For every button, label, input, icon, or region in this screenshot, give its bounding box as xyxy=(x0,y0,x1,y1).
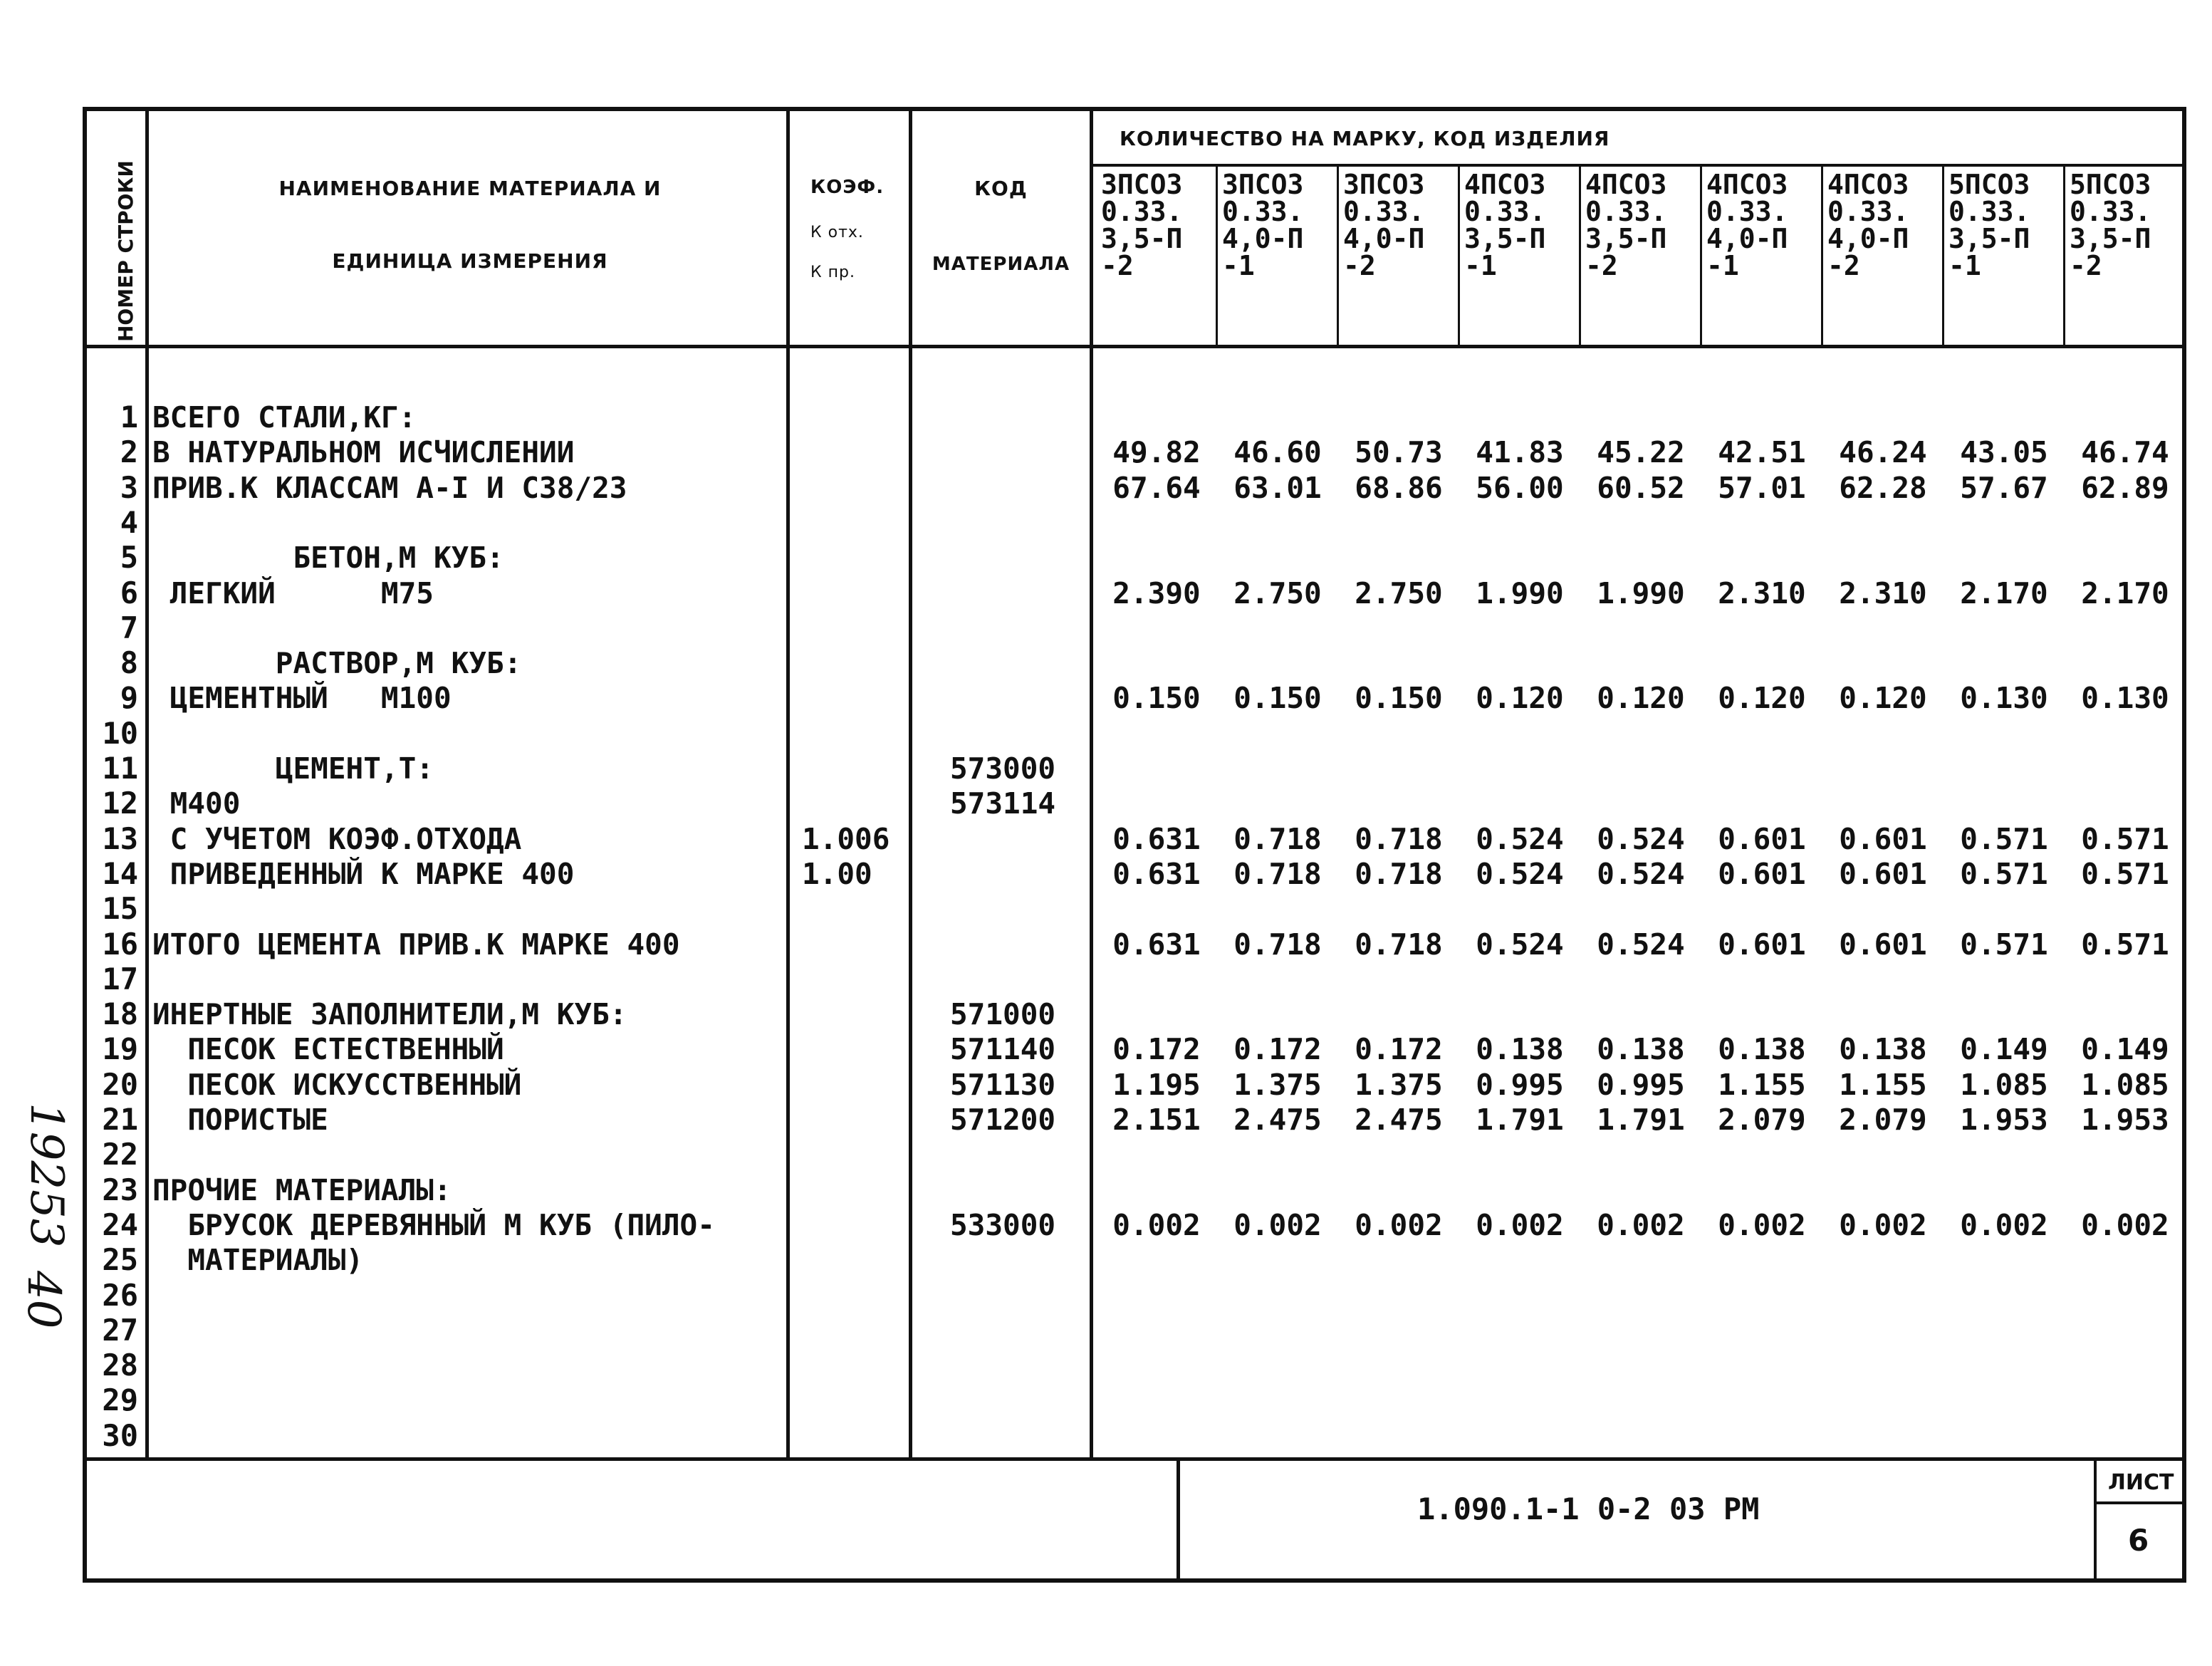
mark-header: 5ПСО3 0.33. 3,5-П -2 xyxy=(2070,169,2151,281)
material-name: ИНЕРТНЫЕ ЗАПОЛНИТЕЛИ,М КУБ: xyxy=(152,997,627,1032)
quantity-value: 0.995 xyxy=(1597,1067,1685,1102)
quantity-value: 0.524 xyxy=(1597,821,1685,856)
quantity-value: 2.390 xyxy=(1112,576,1201,610)
material-code: 573000 xyxy=(950,751,1056,786)
mark-header: 4ПСО3 0.33. 3,5-П -2 xyxy=(1585,169,1667,281)
coef-header-line1: КОЭФ. xyxy=(810,177,885,198)
material-name: ЦЕМЕНТНЫЙ М100 xyxy=(152,681,452,716)
col-line-code xyxy=(1090,111,1093,1457)
quantity-value: 0.524 xyxy=(1476,927,1564,962)
quantity-value: 50.73 xyxy=(1355,435,1443,470)
row-number: 17 xyxy=(102,961,138,996)
document-number: 1.090.1-1 0-2 03 РМ xyxy=(1417,1491,1760,1526)
quantity-value: 0.524 xyxy=(1597,927,1685,962)
quantity-value: 0.718 xyxy=(1355,821,1443,856)
material-name: РАСТВОР,М КУБ: xyxy=(152,646,522,681)
quantity-value: 1.085 xyxy=(2081,1067,2169,1102)
quantity-value: 60.52 xyxy=(1597,470,1685,505)
row-number: 21 xyxy=(102,1102,138,1137)
quantity-value: 1.791 xyxy=(1597,1103,1685,1137)
frame-top xyxy=(87,107,2186,111)
material-name: БРУСОК ДЕРЕВЯННЫЙ М КУБ (ПИЛО- xyxy=(152,1207,715,1242)
quantity-value: 0.002 xyxy=(1839,1207,1927,1242)
quantity-value: 56.00 xyxy=(1476,470,1564,505)
mark-header: 4ПСО3 0.33. 4,0-П -2 xyxy=(1827,169,1909,281)
row-number: 5 xyxy=(120,540,138,576)
quantity-value: 46.74 xyxy=(2081,435,2169,470)
mark-line xyxy=(1579,167,1581,345)
coefficient: 1.006 xyxy=(802,821,890,856)
quantity-value: 0.601 xyxy=(1839,856,1927,891)
quantity-value: 0.601 xyxy=(1718,927,1806,962)
material-code: 571140 xyxy=(950,1032,1056,1067)
row-number: 24 xyxy=(102,1207,138,1242)
quantity-value: 0.120 xyxy=(1597,681,1685,716)
quantity-value: 1.791 xyxy=(1476,1103,1564,1137)
quantity-value: 0.718 xyxy=(1233,856,1322,891)
coefficient: 1.00 xyxy=(802,856,872,891)
mark-line xyxy=(1216,167,1218,345)
quantity-value: 0.718 xyxy=(1355,856,1443,891)
quantity-value: 0.631 xyxy=(1112,856,1201,891)
quantity-value: 0.120 xyxy=(1839,681,1927,716)
quantity-value: 46.24 xyxy=(1839,435,1927,470)
quantity-value: 0.631 xyxy=(1112,927,1201,962)
row-number: 27 xyxy=(102,1312,138,1348)
quantity-value: 1.085 xyxy=(1960,1067,2048,1102)
mark-line xyxy=(1337,167,1339,345)
quantity-value: 1.155 xyxy=(1839,1067,1927,1102)
coef-header-line3: К пр. xyxy=(810,264,855,281)
quantity-header: КОЛИЧЕСТВО НА МАРКУ, КОД ИЗДЕЛИЯ xyxy=(1120,127,1610,150)
quantity-value: 0.150 xyxy=(1112,681,1201,716)
quantity-value: 0.002 xyxy=(1476,1207,1564,1242)
row-number: 4 xyxy=(120,504,138,540)
title-block-divider xyxy=(1177,1461,1180,1578)
mark-line xyxy=(2063,167,2065,345)
row-number: 6 xyxy=(120,575,138,610)
quantity-value: 0.172 xyxy=(1233,1032,1322,1067)
quantity-value: 63.01 xyxy=(1233,470,1322,505)
sheet-box-line xyxy=(2097,1501,2182,1504)
col-line-rownum xyxy=(145,111,149,1457)
quantity-value: 1.375 xyxy=(1355,1067,1443,1102)
quantity-value: 62.28 xyxy=(1839,470,1927,505)
quantity-value: 0.601 xyxy=(1718,856,1806,891)
frame-bottom xyxy=(83,1578,2186,1583)
quantity-value: 0.718 xyxy=(1233,821,1322,856)
material-code: 533000 xyxy=(950,1207,1056,1242)
row-number: 25 xyxy=(102,1242,138,1278)
quantity-value: 0.571 xyxy=(1960,821,2048,856)
quantity-value: 0.002 xyxy=(2081,1207,2169,1242)
quantity-value: 0.601 xyxy=(1839,927,1927,962)
quantity-value: 0.120 xyxy=(1718,681,1806,716)
mark-header: 3ПСО3 0.33. 4,0-П -1 xyxy=(1222,169,1304,281)
material-name: ВСЕГО СТАЛИ,КГ: xyxy=(152,400,417,434)
row-number: 9 xyxy=(120,680,138,716)
row-number: 3 xyxy=(120,469,138,505)
quantity-value: 0.138 xyxy=(1718,1032,1806,1067)
row-number: 19 xyxy=(102,1031,138,1067)
code-header-line1: КОД xyxy=(974,177,1028,200)
quantity-value: 0.718 xyxy=(1233,927,1322,962)
mark-line xyxy=(1821,167,1823,345)
quantity-value: 0.571 xyxy=(1960,856,2048,891)
quantity-value: 1.155 xyxy=(1718,1067,1806,1102)
material-name: ПРИВЕДЕННЫЙ К МАРКЕ 400 xyxy=(152,856,575,891)
quantity-value: 41.83 xyxy=(1476,435,1564,470)
quantity-value: 0.172 xyxy=(1112,1032,1201,1067)
row-number: 7 xyxy=(120,610,138,645)
row-number: 16 xyxy=(102,926,138,962)
quantity-value: 2.170 xyxy=(2081,576,2169,610)
quantity-value: 0.571 xyxy=(2081,927,2169,962)
sheet-box-divider xyxy=(2094,1461,2097,1578)
row-number: 29 xyxy=(102,1383,138,1418)
quantity-value: 0.524 xyxy=(1597,856,1685,891)
material-name: ЛЕГКИЙ М75 xyxy=(152,576,434,610)
row-number: 26 xyxy=(102,1277,138,1313)
footer-separator xyxy=(87,1457,2182,1461)
material-code: 571130 xyxy=(950,1067,1056,1102)
quantity-value: 2.750 xyxy=(1233,576,1322,610)
quantity-value: 0.718 xyxy=(1355,927,1443,962)
quantity-value: 0.571 xyxy=(1960,927,2048,962)
material-name: ЦЕМЕНТ,Т: xyxy=(152,751,434,786)
material-name: ПЕСОК ИСКУССТВЕННЫЙ xyxy=(152,1067,522,1102)
quantity-value: 2.151 xyxy=(1112,1103,1201,1137)
quantity-value: 0.150 xyxy=(1233,681,1322,716)
sheet-number: 6 xyxy=(2128,1523,2149,1558)
mark-line xyxy=(1458,167,1460,345)
quantity-value: 1.953 xyxy=(2081,1103,2169,1137)
quantity-value: 1.195 xyxy=(1112,1067,1201,1102)
quantity-value: 1.953 xyxy=(1960,1103,2048,1137)
coef-header-line2: К отх. xyxy=(810,224,864,241)
quantity-value: 49.82 xyxy=(1112,435,1201,470)
quantity-value: 0.130 xyxy=(1960,681,2048,716)
row-number: 10 xyxy=(102,715,138,751)
quantity-value: 0.138 xyxy=(1597,1032,1685,1067)
material-name: ПРИВ.К КЛАССАМ А-I И С38/23 xyxy=(152,470,627,505)
quantity-value: 2.170 xyxy=(1960,576,2048,610)
material-name: ИТОГО ЦЕМЕНТА ПРИВ.К МАРКЕ 400 xyxy=(152,927,680,962)
mark-header: 3ПСО3 0.33. 3,5-П -2 xyxy=(1101,169,1183,281)
quantity-value: 0.995 xyxy=(1476,1067,1564,1102)
quantity-value: 0.120 xyxy=(1476,681,1564,716)
material-code: 571200 xyxy=(950,1103,1056,1137)
quantity-value: 2.475 xyxy=(1355,1103,1443,1137)
quantity-value: 1.990 xyxy=(1597,576,1685,610)
row-number: 23 xyxy=(102,1172,138,1207)
quantity-value: 2.750 xyxy=(1355,576,1443,610)
row-number: 28 xyxy=(102,1348,138,1383)
row-number: 1 xyxy=(120,400,138,434)
archive-number: 19253 xyxy=(20,1103,73,1248)
mark-line xyxy=(1700,167,1702,345)
row-number: 18 xyxy=(102,996,138,1032)
material-name: С УЧЕТОМ КОЭФ.ОТХОДА xyxy=(152,821,522,856)
quantity-value: 57.01 xyxy=(1718,470,1806,505)
material-name-header-line2: ЕДИНИЦА ИЗМЕРЕНИЯ xyxy=(332,249,608,273)
material-name: В НАТУРАЛЬНОМ ИСЧИСЛЕНИИ xyxy=(152,435,575,470)
quantity-value: 43.05 xyxy=(1960,435,2048,470)
row-number: 15 xyxy=(102,891,138,927)
material-name: БЕТОН,М КУБ: xyxy=(152,541,504,576)
page-mark: 40 xyxy=(17,1271,70,1329)
quantity-value: 42.51 xyxy=(1718,435,1806,470)
quantity-value: 0.130 xyxy=(2081,681,2169,716)
row-number: 30 xyxy=(102,1417,138,1453)
quantity-value: 0.002 xyxy=(1355,1207,1443,1242)
quantity-value: 1.990 xyxy=(1476,576,1564,610)
quantity-value: 0.601 xyxy=(1839,821,1927,856)
quantity-value: 62.89 xyxy=(2081,470,2169,505)
quantity-value: 0.002 xyxy=(1597,1207,1685,1242)
quantity-value: 0.571 xyxy=(2081,821,2169,856)
row-number-header: НОМЕР СТРОКИ xyxy=(114,160,137,342)
row-number: 22 xyxy=(102,1137,138,1172)
col-line-name xyxy=(786,111,790,1457)
material-name: ПРОЧИЕ МАТЕРИАЛЫ: xyxy=(152,1172,452,1207)
header-separator xyxy=(87,345,2182,348)
row-number: 20 xyxy=(102,1066,138,1102)
code-header-line2: МАТЕРИАЛА xyxy=(932,254,1070,275)
quantity-value: 0.138 xyxy=(1839,1032,1927,1067)
mark-header: 4ПСО3 0.33. 4,0-П -1 xyxy=(1706,169,1788,281)
sheet-label: ЛИСТ xyxy=(2108,1470,2174,1495)
quantity-value: 0.524 xyxy=(1476,856,1564,891)
quantity-value: 2.079 xyxy=(1718,1103,1806,1137)
quantity-value: 2.310 xyxy=(1718,576,1806,610)
quantity-value: 57.67 xyxy=(1960,470,2048,505)
material-name-header-line1: НАИМЕНОВАНИЕ МАТЕРИАЛА И xyxy=(278,177,662,200)
mark-header: 4ПСО3 0.33. 3,5-П -1 xyxy=(1464,169,1546,281)
material-name: М400 xyxy=(152,786,241,821)
quantity-value: 0.002 xyxy=(1960,1207,2048,1242)
mark-header: 3ПСО3 0.33. 4,0-П -2 xyxy=(1343,169,1425,281)
row-number: 11 xyxy=(102,751,138,786)
quantity-header-line xyxy=(1093,164,2182,167)
quantity-value: 0.631 xyxy=(1112,821,1201,856)
quantity-value: 45.22 xyxy=(1597,435,1685,470)
material-name: ПЕСОК ЕСТЕСТВЕННЫЙ xyxy=(152,1032,504,1067)
material-code: 573114 xyxy=(950,786,1056,821)
mark-line xyxy=(1942,167,1944,345)
row-number: 2 xyxy=(120,434,138,470)
quantity-value: 46.60 xyxy=(1233,435,1322,470)
quantity-value: 67.64 xyxy=(1112,470,1201,505)
quantity-value: 0.002 xyxy=(1233,1207,1322,1242)
material-name: ПОРИСТЫЕ xyxy=(152,1103,328,1137)
quantity-value: 0.150 xyxy=(1355,681,1443,716)
quantity-value: 0.601 xyxy=(1718,821,1806,856)
quantity-value: 0.524 xyxy=(1476,821,1564,856)
quantity-value: 0.138 xyxy=(1476,1032,1564,1067)
quantity-value: 0.002 xyxy=(1718,1207,1806,1242)
quantity-value: 2.079 xyxy=(1839,1103,1927,1137)
quantity-value: 0.149 xyxy=(1960,1032,2048,1067)
row-number: 8 xyxy=(120,645,138,681)
row-number: 14 xyxy=(102,855,138,891)
quantity-value: 0.002 xyxy=(1112,1207,1201,1242)
quantity-value: 0.149 xyxy=(2081,1032,2169,1067)
quantity-value: 68.86 xyxy=(1355,470,1443,505)
row-number: 12 xyxy=(102,786,138,821)
material-name: МАТЕРИАЛЫ) xyxy=(152,1243,364,1278)
quantity-value: 2.310 xyxy=(1839,576,1927,610)
material-code: 571000 xyxy=(950,997,1056,1032)
quantity-value: 1.375 xyxy=(1233,1067,1322,1102)
quantity-value: 0.172 xyxy=(1355,1032,1443,1067)
quantity-value: 0.571 xyxy=(2081,856,2169,891)
col-line-coef xyxy=(909,111,912,1457)
row-number: 13 xyxy=(102,821,138,856)
quantity-value: 2.475 xyxy=(1233,1103,1322,1137)
mark-header: 5ПСО3 0.33. 3,5-П -1 xyxy=(1948,169,2030,281)
